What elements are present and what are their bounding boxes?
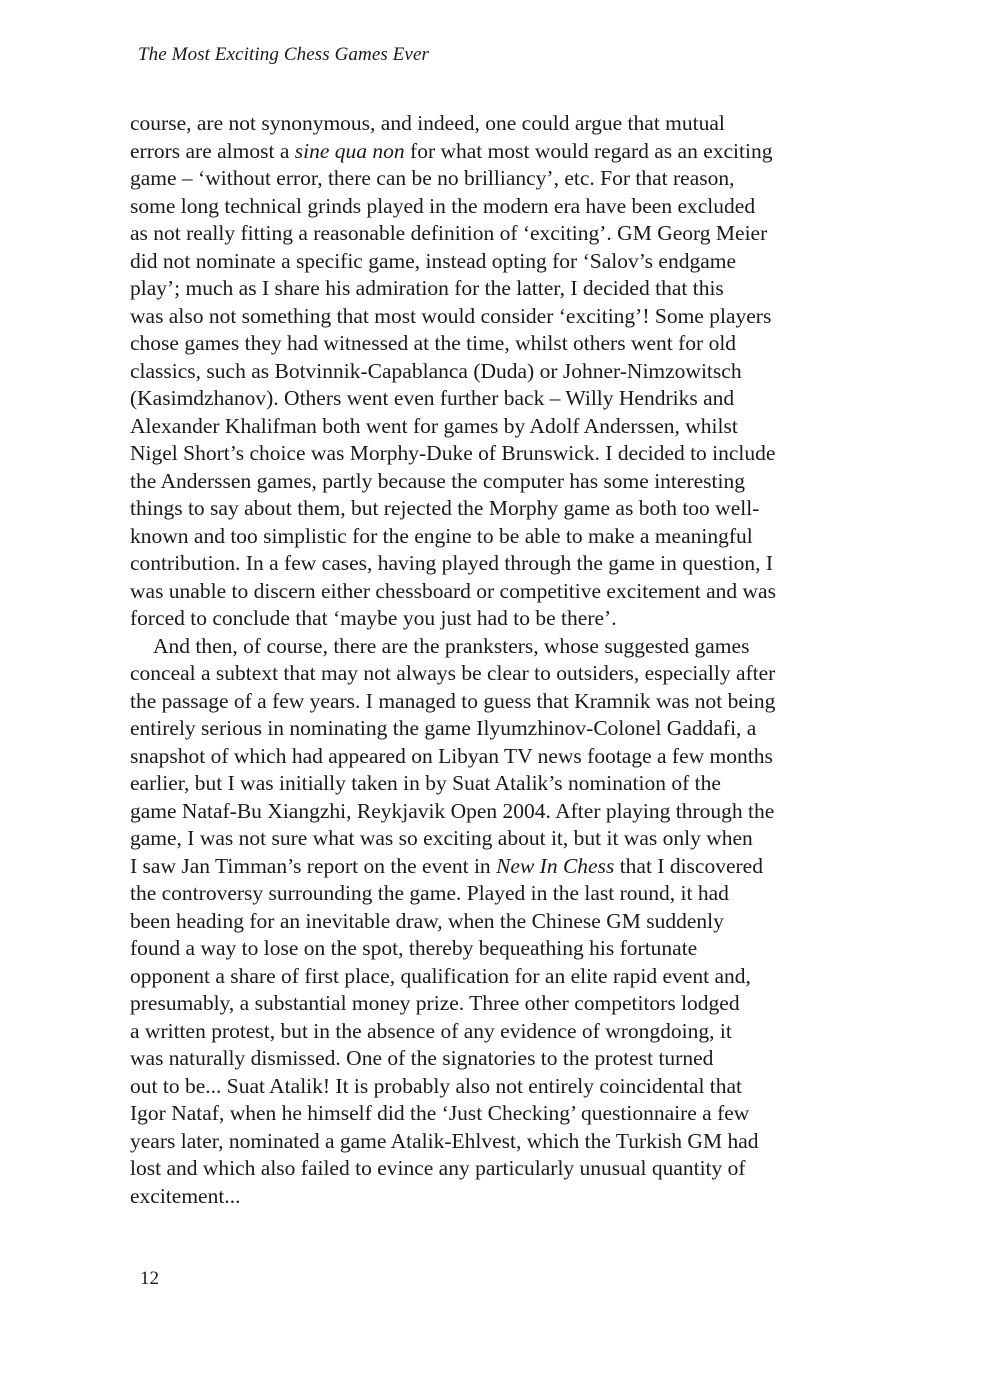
text-line (130, 275, 880, 303)
text-line (130, 743, 880, 771)
text-run: contribution. In a few cases, having played through the game in question, I (130, 551, 774, 575)
italic-title: sine qua non (294, 138, 405, 163)
text-run: things to say about them, but rejected the Morphy game as both too well- (130, 496, 760, 520)
text-run: presumably, a substantial money prize. Three other competitors lodged (130, 991, 740, 1015)
text-line (130, 990, 880, 1018)
text-run: the controversy surrounding the game. Played in the last round, it had (130, 881, 729, 905)
text-run: lost and which also failed to evince any particularly unusual quantity of (130, 1156, 746, 1180)
text-line (130, 1073, 880, 1101)
text-run: Igor Nataf, when he himself did the ‘Just Checking’ questionnaire a few (130, 1101, 750, 1125)
text-run: was naturally dismissed. One of the signatories to the protest turned (130, 1046, 714, 1070)
text-line (130, 495, 880, 523)
text-run: as not really fitting a reasonable definition of ‘exciting’. GM Georg Meier (130, 221, 768, 245)
text-run: game, I was not sure what was so exciting about it, but it was only when (130, 826, 753, 850)
text-run: was also not something that most would consider ‘exciting’! Some players (130, 303, 772, 328)
text-run: was unable to discern either chessboard or competitive excitement and was (130, 578, 776, 603)
text-run: the passage of a few years. I managed to guess that Kramnik was not being (130, 688, 776, 713)
text-run: a written protest, but in the absence of any evidence of wrongdoing, it (130, 1018, 732, 1043)
text-run: (Kasimdzhanov). Others went even further back – Willy Hendriks and (130, 386, 735, 410)
text-line (130, 523, 880, 551)
text-line (130, 138, 880, 166)
text-run: for what most would regard as an exciting (404, 138, 773, 163)
text-line (130, 440, 880, 468)
text-line (130, 715, 880, 743)
text-run: course, are not synonymous, and indeed, one could argue that mutual (130, 111, 725, 135)
text-run: the Anderssen games, partly because the computer has some interesting (130, 468, 745, 493)
text-line (130, 660, 880, 688)
text-line (130, 303, 880, 331)
text-run: been heading for an inevitable draw, when the Chinese GM suddenly (130, 908, 724, 933)
text-line (130, 1045, 880, 1073)
text-run: years later, nominated a game Atalik-Ehlvest, which the Turkish GM had (130, 1128, 759, 1153)
text-line (130, 1155, 880, 1183)
text-line (130, 1183, 880, 1211)
text-run: found a way to lose on the spot, thereby bequeathing his fortunate (130, 936, 698, 960)
text-line (130, 825, 880, 853)
paragraph-start-line (130, 633, 880, 661)
text-line (130, 880, 880, 908)
text-run: opponent a share of first place, qualification for an elite rapid event and, (130, 963, 751, 988)
text-line (130, 1128, 880, 1156)
text-run: classics, such as Botvinnik-Capablanca (Duda) or Johner-Nimzowitsch (130, 358, 742, 383)
text-line (130, 413, 880, 441)
text-line (130, 853, 880, 881)
text-line (130, 330, 880, 358)
text-line (130, 165, 880, 193)
text-line (130, 578, 880, 606)
italic-title: New In Chess (496, 853, 615, 878)
text-run: I saw Jan Timman’s report on the event in (130, 853, 497, 878)
text-line (130, 468, 880, 496)
text-line (130, 385, 880, 413)
text-run: that I discovered (614, 853, 763, 878)
text-line (130, 770, 880, 798)
text-run: entirely serious in nominating the game Ilyumzhinov-Colonel Gaddafi, a (130, 716, 757, 740)
text-run: chose games they had witnessed at the time, whilst others went for old (130, 331, 737, 355)
text-run: out to be... Suat Atalik! It is probably also not entirely coincidental that (130, 1073, 743, 1098)
text-run: Nigel Short’s choice was Morphy-Duke of Brunswick. I decided to include (130, 441, 776, 465)
text-line (130, 688, 880, 716)
text-line (130, 935, 880, 963)
text-line (130, 798, 880, 826)
text-run: game – ‘without error, there can be no brilliancy’, etc. For that reason, (130, 166, 735, 190)
text-run: And then, of course, there are the pranksters, whose suggested games (153, 633, 750, 658)
text-run: excitement... (130, 1183, 241, 1208)
text-run: did not nominate a specific game, instead opting for ‘Salov’s endgame (130, 248, 737, 273)
text-line (130, 1100, 880, 1128)
text-run: snapshot of which had appeared on Libyan TV news footage a few months (130, 743, 773, 768)
text-line (130, 550, 880, 578)
text-line (130, 110, 880, 138)
text-line (130, 908, 880, 936)
text-line (130, 193, 880, 221)
text-run: forced to conclude that ‘maybe you just had to be there’. (130, 606, 617, 630)
page-number: 12 (140, 1268, 159, 1289)
text-run: Alexander Khalifman both went for games by Adolf Anderssen, whilst (130, 413, 738, 438)
text-run: known and too simplistic for the engine to be able to make a meaningful (130, 523, 753, 548)
running-head: The Most Exciting Chess Games Ever (138, 44, 429, 65)
text-run: earlier, but I was initially taken in by Suat Atalik’s nomination of the (130, 771, 721, 795)
text-run: errors are almost a (130, 138, 295, 163)
text-run: game Nataf-Bu Xiangzhi, Reykjavik Open 2004. After playing through the (130, 798, 775, 823)
text-line (130, 358, 880, 386)
text-line (130, 963, 880, 991)
text-line (130, 1018, 880, 1046)
body-text (130, 110, 880, 1210)
text-run: play’; much as I share his admiration for the latter, I decided that this (130, 276, 724, 300)
text-line (130, 248, 880, 276)
text-line (130, 220, 880, 248)
text-run: some long technical grinds played in the modern era have been excluded (130, 193, 756, 218)
text-line (130, 605, 880, 633)
text-run: conceal a subtext that may not always be clear to outsiders, especially after (130, 661, 776, 685)
